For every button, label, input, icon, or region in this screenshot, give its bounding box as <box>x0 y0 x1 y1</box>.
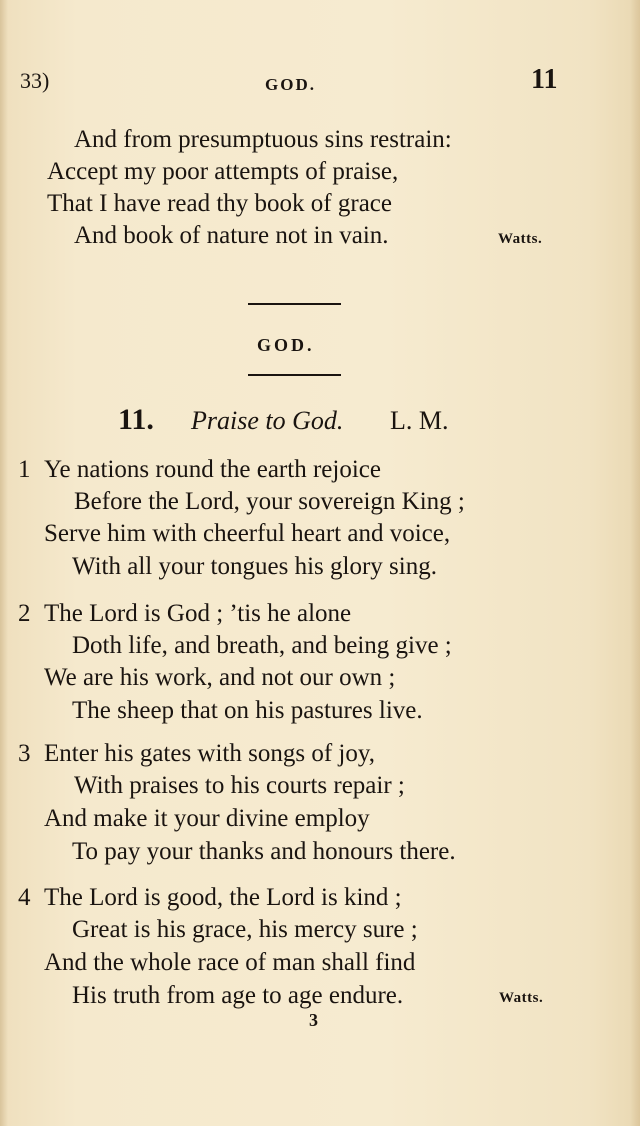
stanza-line: And make it your divine employ <box>44 805 370 832</box>
hymn-meter: L. M. <box>390 406 449 435</box>
stanza-line: And the whole race of man shall find <box>44 949 416 976</box>
signature-mark: 3 <box>309 1010 318 1030</box>
stanza-line: Great is his grace, his mercy sure ; <box>72 916 418 943</box>
stanza-line: Ye nations round the earth rejoice <box>44 456 381 483</box>
hymn-number: 11. <box>118 403 154 436</box>
stanza-line: Before the Lord, your sovereign King ; <box>74 488 465 515</box>
page-edge-shadow <box>630 0 640 1126</box>
section-heading: GOD. <box>257 335 315 355</box>
hymn-author: Watts. <box>499 990 544 1006</box>
stanza-line: Doth life, and breath, and being give ; <box>72 632 452 659</box>
prev-hymn-line: Accept my poor attempts of praise, <box>47 158 399 185</box>
prev-hymn-line: That I have read thy book of grace <box>47 190 392 217</box>
running-title: GOD. <box>265 75 316 94</box>
stanza-number: 4 <box>18 884 31 911</box>
section-rule-bottom <box>248 374 341 376</box>
stanza-line: Enter his gates with songs of joy, <box>44 740 375 767</box>
hymn-title: Praise to God. <box>191 406 344 435</box>
stanza-line: The Lord is good, the Lord is kind ; <box>44 884 402 911</box>
stanza-number: 1 <box>18 456 31 483</box>
stanza-line: To pay your thanks and honours there. <box>72 838 456 865</box>
stanza-line: We are his work, and not our own ; <box>44 664 396 691</box>
stanza-line: The Lord is God ; ’tis he alone <box>44 600 352 627</box>
header-left-marker: 33) <box>20 68 50 93</box>
stanza-line: With all your tongues his glory sing. <box>72 553 437 580</box>
page-gutter-shadow <box>0 0 8 1126</box>
page-number: 11 <box>531 64 558 95</box>
stanza-line: Serve him with cheerful heart and voice, <box>44 520 451 547</box>
stanza-line: With praises to his courts repair ; <box>74 772 405 799</box>
stanza-line: His truth from age to age endure. <box>72 982 404 1009</box>
stanza-number: 2 <box>18 600 31 627</box>
prev-hymn-line: And book of nature not in vain. <box>74 222 389 249</box>
stanza-line: The sheep that on his pastures live. <box>72 697 423 724</box>
stanza-number: 3 <box>18 740 31 767</box>
section-rule-top <box>248 303 341 305</box>
prev-hymn-author: Watts. <box>498 231 543 247</box>
prev-hymn-line: And from presumptuous sins restrain: <box>74 126 452 153</box>
